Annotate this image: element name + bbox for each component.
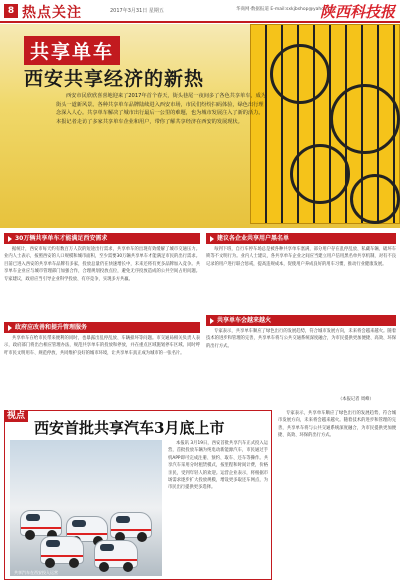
section-body-1: 据统计，西安市每天约有数百万人次的短途出行需求，共享单车的出现有效缓解了城市交通压力。业内人士表示，按照西安的人口规模和城市面积，至少需要30万辆共享单车才能满足市民的出行需求。目前已进入西安的共享单车品牌有多家，投放总量仍在快速增长中，未来还将有更多品牌加入竞争。共享单车企业应与城市管理部门加强合作，合理规划投放点位，避免无序投放造成的公共空间占用问题。专家建议，政府应当引导企业科学投放、有序竞争，实现多方共赢。 [4,247,200,282]
page-header [0,0,400,22]
section-header-2 [4,322,200,333]
bottom-headline: 西安首批共享汽车3月底上市 [34,419,225,437]
section-header-1 [4,233,200,244]
shared-car-photo [10,440,162,576]
viewpoint-tag: 视点 [4,410,28,422]
section-body-4: 专家表示，共享单车顺应了绿色出行的发展趋势，符合城市发展方向，未来将会越来越火。随着技术的进步和管理的完善，共享单车将与公共交通系统深度融合，为市民提供更加便捷、高效、环保的出行方式。 [206,329,396,349]
bottom-body: 本报讯 3月19日，西安首批共享汽车正式投入运营，首批投放车辆为纯电动新能源汽车，市民通过手机APP即可完成注册、预约、取车、还车等操作。共享汽车采用分时租赁模式，按里程和时间计费，价格亲民，受到年轻人的欢迎。运营企业表示，将根据市场需求逐步扩大投放规模，增设更多取还车网点，为市民出行提供更多选择。 [168,441,268,491]
feature-intro: 西安市民欣欣喜喜地迎来了2017年首个春天，街头巷尾一夜间多了各色共享单车，成为街头一道新风景。各种共享单车品牌陆续进入西安市场，市民们纷纷扫码体验，绿色出行理念深入人心。共享单车解决了城市出行最后一公里的难题，也为城市发展注入了新的活力。本报记者走访了多家共享单车企业和用户，带你了解共享经济在西安的发展现状。 [56,93,266,126]
page-number: 8 [4,4,18,18]
feature-tag: 共享单车 [24,36,120,65]
section-header-label: 建议各企业共享用户黑名单 [217,235,290,242]
photo-caption: 共享汽车在西安投入运营 [14,570,58,575]
section-header-4 [206,315,396,326]
header-divider [0,21,400,23]
triangle-icon [210,318,214,324]
section-header-3 [206,233,396,244]
section-header-label: 共享单车会越来越火 [217,317,272,324]
section-title: 热点关注 [22,5,82,21]
section-body-2: 共享单车在给市民带来便利的同时，也暴露出乱停乱放、车辆损坏等问题。市交通局相关负责人表示，政府部门将出台相应管理办法，规范共享单车的投放和停放，并在重点区域施划停车区域。同时呼吁市民文明用车、规范停放，共同维护良好的城市环境，让共享单车真正成为城市的一张名片。 [4,336,200,356]
right-lower-body: 专家表示，共享单车顺应了绿色出行的发展趋势，符合城市发展方向，未来将会越来越火。随着技术的进步和管理的完善，共享单车将与公共交通系统深度融合，为市民提供更加便捷、高效、环保的出行方式。 [278,411,396,439]
triangle-icon [8,325,12,331]
newspaper-logo: 陕西科技报 [320,3,396,21]
section-header-label: 30万辆共享单车才能满足西安需求 [15,235,108,242]
feature-headline: 西安共享经济的新热 [24,68,205,90]
issue-date: 2017年3月31日 星期五 [110,8,164,14]
triangle-icon [8,236,12,242]
section-body-3: 每到下班，自行车停车场总是被各种共享单车塞满，部分用户存在乱停乱放、私藏车辆、破坏车锁等不文明行为。业内人士建议，各共享单车企业之间应当建立用户信用黑名单共享机制，对有不良记录的用户进行联合惩戒，提高违规成本，促使用户养成良好的用车习惯，推动行业健康发展。 [206,247,396,267]
section-header-label: 政府应改善和提升管理服务 [15,324,88,331]
triangle-icon [210,236,214,242]
contact-line: 华商网·数据报道 E-mail:sxkjbshop@yahoo.cn [236,7,334,12]
byline: （本报记者 周峰） [338,397,374,402]
